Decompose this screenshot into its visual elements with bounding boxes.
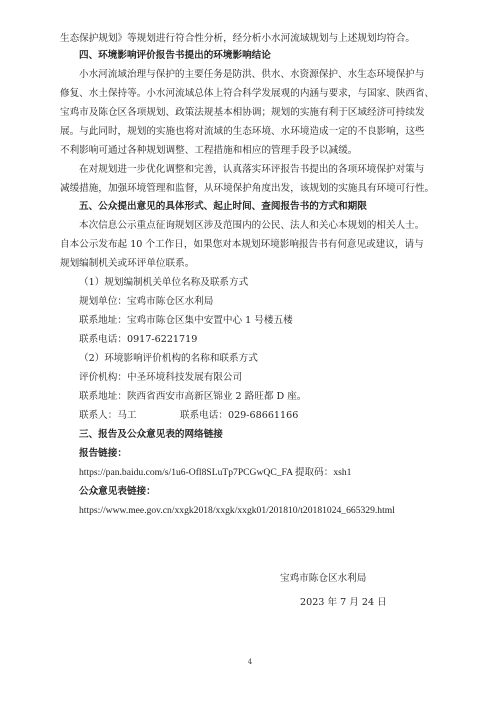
form-link-label: 公众意见表链接： bbox=[79, 486, 156, 497]
paragraph-line: 展。与此同时，规划的实施也将对流域的生态环境、水环境造成一定的不良影响，这些 bbox=[60, 126, 425, 137]
section-heading-5: 五、公众提出意见的具体形式、起止时间、查阅报告书的方式和期限 bbox=[79, 201, 367, 212]
paragraph-line: 本次信息公示重点征询规划区涉及范围内的公民、法人和关心本规划的相关人士。 bbox=[79, 220, 425, 231]
paragraph-line: 修复、水土保持等。小水河流域总体上符合科学发展观的内涵与要求，与国家、陕西省、 bbox=[60, 88, 435, 99]
form-link[interactable]: https://www.mee.gov.cn/xxgk2018/xxgk/xxgk01/201810/t20181024_665329.html bbox=[79, 505, 395, 516]
planning-unit: 规划单位：宝鸡市陈仓区水利局 bbox=[79, 296, 214, 307]
paragraph-line: 在对规划进一步优化调整和完善，认真落实环评报告书提出的各项环境保护对策与 bbox=[79, 164, 425, 175]
report-link[interactable]: https://pan.baidu.com/s/1u6-Ofl8SLuTp7PCGwQC_FA 提取码：xsh1 bbox=[79, 467, 352, 478]
planning-address: 联系地址：宝鸡市陈仓区集中安置中心 1 号楼五楼 bbox=[79, 315, 293, 326]
paragraph-line: 规划编制机关或环评单位联系。 bbox=[60, 258, 195, 269]
contact-heading-2: （2）环境影响评价机构的名称和联系方式 bbox=[79, 353, 258, 364]
page-number: 4 bbox=[247, 658, 253, 666]
paragraph-line: 生态保护规划》等规划进行符合性分析，经分析小水河流域规划与上述规划均符合。 bbox=[60, 33, 415, 44]
section-heading-3: 三、报告及公众意见表的网络链接 bbox=[79, 429, 223, 440]
paragraph-line: 宝鸡市及陈仓区各项规划、政策法规基本相协调；规划的实施有利于区域经济可持续发 bbox=[60, 107, 425, 118]
contact-phone: 联系电话：029-68661166 bbox=[180, 410, 299, 421]
section-heading-4: 四、环境影响评价报告书提出的环境影响结论 bbox=[79, 50, 271, 61]
paragraph-line: 减缓措施，加强环境管理和监督，从环境保护角度出发，该规划的实施具有环境可行性。 bbox=[60, 183, 435, 194]
signature-org: 宝鸡市陈仓区水利局 bbox=[280, 573, 367, 584]
planning-phone: 联系电话：0917-6221719 bbox=[79, 334, 198, 345]
agency-address: 联系地址：陕西省西安市高新区锦业 2 路旺都 D 座。 bbox=[79, 391, 307, 402]
evaluation-agency: 评价机构：中圣环境科技发展有限公司 bbox=[79, 372, 243, 383]
contact-heading-1: （1）规划编制机关单位名称及联系方式 bbox=[79, 277, 249, 288]
signature-date: 2023 年 7 月 24 日 bbox=[300, 597, 387, 608]
paragraph-line: 自本公示发布起 10 个工作日，如果您对本规划环境影响报告书有何意见或建议，请与 bbox=[60, 239, 424, 250]
report-link-label: 报告链接： bbox=[79, 448, 127, 459]
paragraph-line: 小水河流域治理与保护的主要任务是防洪、供水、水资源保护、水生态环境保护与 bbox=[79, 69, 425, 80]
contact-person: 联系人：马工 bbox=[79, 410, 137, 421]
paragraph-line: 不利影响可通过各种规划调整、工程措施和相应的管理手段予以减缓。 bbox=[60, 145, 358, 156]
